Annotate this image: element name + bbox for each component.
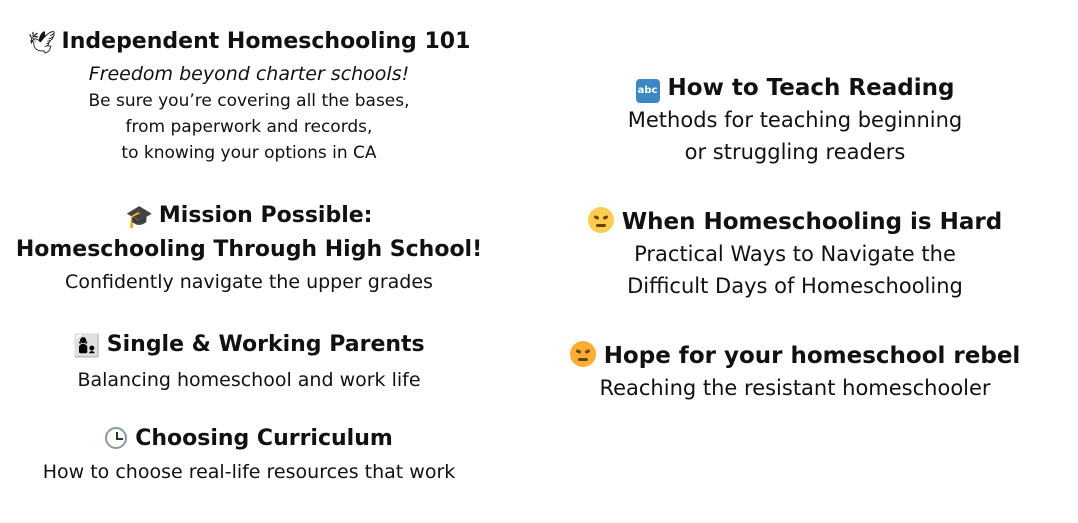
topic-title: 👩‍👦 Single & Working Parents [0, 329, 498, 363]
topic-homeschooling-hard [540, 206, 1050, 302]
topic-teach-reading [540, 72, 1050, 168]
topic-tagline: Freedom beyond charter schools! [88, 63, 410, 85]
topic-description-line: Practical Ways to Navigate the [634, 242, 956, 266]
dove-icon: 🕊 [27, 31, 56, 56]
topic-description-line: Balancing homeschool and work life [77, 369, 421, 391]
clock-icon [105, 427, 127, 449]
topic-title: Choosing Curriculum [0, 423, 498, 455]
topic-description-line: Reaching the resistant homeschooler [599, 376, 991, 400]
topic-description-line: Methods for teaching beginning [627, 108, 963, 132]
topic-description-line: Difficult Days of Homeschooling [627, 274, 963, 298]
parent-child-icon: 👩‍👦 [73, 334, 101, 359]
topic-choosing-curriculum [0, 423, 498, 489]
topic-title: 🎓 Mission Possible: [0, 200, 498, 234]
topic-independent-homeschooling [0, 26, 498, 166]
topic-description-line: from paperwork and records, [125, 117, 373, 137]
abc-icon: abc [636, 79, 660, 103]
topic-title: 🕊 Independent Homeschooling 101 [0, 26, 498, 60]
topic-homeschool-rebel [540, 340, 1050, 404]
topic-title: Hope for your homeschool rebel [540, 340, 1050, 372]
topic-description-line: or struggling readers [684, 140, 906, 164]
topic-description-line: Be sure you’re covering all the bases, [88, 91, 410, 111]
topic-mission-possible [0, 200, 498, 298]
topic-description-line: How to choose real-life resources that work [42, 461, 456, 483]
topic-title: abc How to Teach Reading [540, 72, 1050, 104]
angry-face-icon [570, 341, 596, 367]
topic-title-line-2: Homeschooling Through High School! [15, 237, 483, 262]
topic-description-line: to knowing your options in CA [121, 143, 377, 163]
graduation-cap-icon: 🎓 [125, 205, 153, 230]
topic-title: When Homeschooling is Hard [540, 206, 1050, 238]
topic-single-working-parents [0, 329, 498, 397]
topic-description-line: Confidently navigate the upper grades [65, 271, 433, 293]
tired-face-icon [588, 207, 614, 233]
